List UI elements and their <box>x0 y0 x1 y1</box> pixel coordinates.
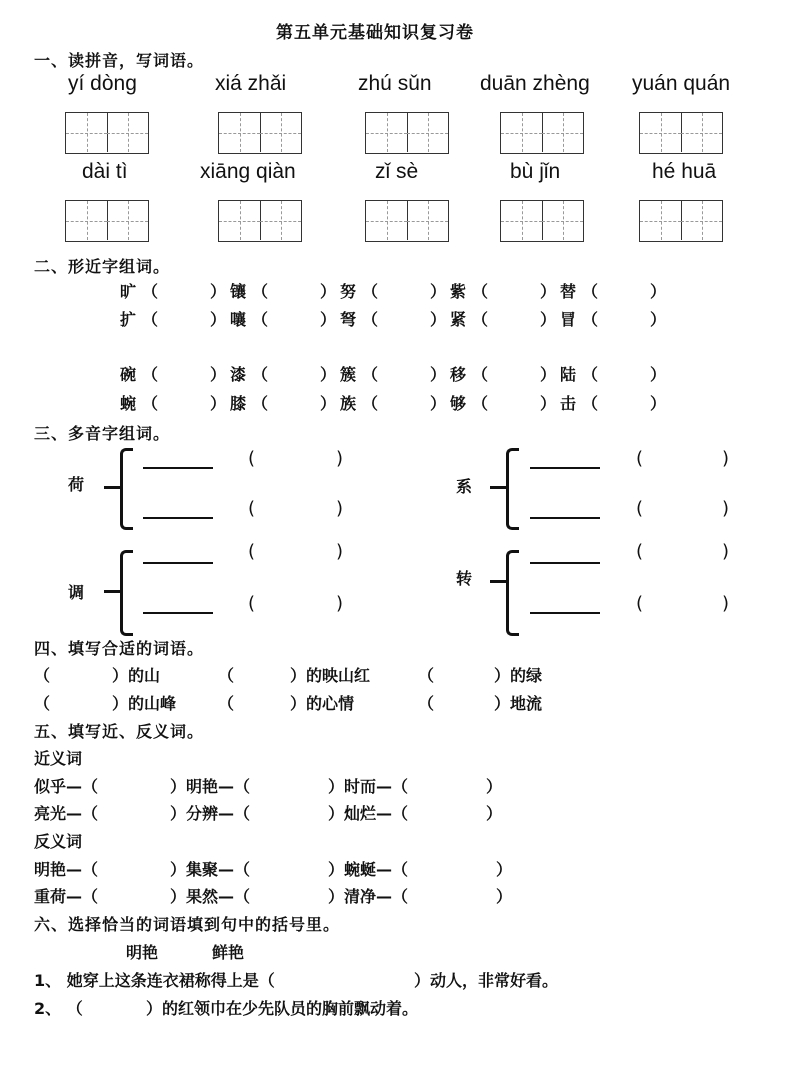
similar-char: 蜿 <box>120 394 137 413</box>
similar-char: 紫 <box>450 282 467 301</box>
similar-char: 碗 <box>120 365 137 384</box>
section-6-heading: 六、选择恰当的词语填到句中的括号里。 <box>34 915 341 934</box>
paren-open: （ <box>252 282 269 301</box>
similar-char: 替 <box>560 282 577 301</box>
paren-open: ( <box>636 593 644 614</box>
similar-char: 移 <box>450 365 467 384</box>
paren-open: （ <box>472 282 489 301</box>
paren-open: ( <box>636 498 644 519</box>
brace <box>120 448 133 530</box>
section-1-heading: 一、读拼音，写词语。 <box>34 51 205 70</box>
paren-close: ） <box>320 282 337 301</box>
paren-open: ( <box>248 593 256 614</box>
fill-text: ）的绿 <box>494 666 543 685</box>
paren-close: ） <box>650 310 667 329</box>
paren-open: （ <box>362 365 379 384</box>
paren-open: ( <box>248 541 256 562</box>
word-pair: ）果然—（ <box>170 887 251 906</box>
pinyin-3: zhú sǔn <box>358 72 432 95</box>
paren-open: （ <box>362 310 379 329</box>
paren-open: （ <box>582 394 599 413</box>
word-pair: ） <box>496 887 513 906</box>
answer-line[interactable] <box>530 517 600 519</box>
pinyin-1: yí dòng <box>68 72 137 95</box>
similar-char: 冒 <box>560 310 577 329</box>
fill-paren: （ <box>418 694 435 713</box>
answer-line[interactable] <box>143 467 213 469</box>
paren-close: ) <box>336 448 344 469</box>
paren-open: ( <box>636 448 644 469</box>
paren-close: ) <box>336 593 344 614</box>
paren-close: ） <box>320 365 337 384</box>
similar-char: 镶 <box>230 282 247 301</box>
paren-close: ) <box>722 448 730 469</box>
polyphone-char-4: 转 <box>456 569 473 588</box>
pinyin-8: zǐ sè <box>375 160 419 183</box>
paren-open: ( <box>248 448 256 469</box>
paren-open: （ <box>252 394 269 413</box>
similar-char: 击 <box>560 394 577 413</box>
paren-close: ） <box>430 310 447 329</box>
paren-open: ( <box>636 541 644 562</box>
word-pair: ） <box>486 804 503 823</box>
word-pair: 明艳—（ <box>34 860 99 879</box>
pinyin-2: xiá zhǎi <box>215 72 287 95</box>
word-pair: ）明艳—（ <box>170 777 251 796</box>
similar-char: 族 <box>340 394 357 413</box>
paren-open: （ <box>252 310 269 329</box>
similar-char: 旷 <box>120 282 137 301</box>
synonym-label: 近义词 <box>34 749 83 768</box>
writing-box-8[interactable] <box>365 200 449 242</box>
paren-close: ) <box>336 541 344 562</box>
answer-line[interactable] <box>143 612 213 614</box>
fill-paren: （ <box>418 666 435 685</box>
word-choice-2: 鲜艳 <box>212 943 245 962</box>
paren-close: ） <box>540 310 557 329</box>
paren-close: ） <box>430 282 447 301</box>
paren-close: ) <box>722 498 730 519</box>
paren-open: （ <box>362 394 379 413</box>
writing-box-7[interactable] <box>218 200 302 242</box>
answer-line[interactable] <box>530 562 600 564</box>
word-pair: ） <box>486 777 503 796</box>
fill-paren: （ <box>34 666 51 685</box>
fill-text: ）的山 <box>112 666 161 685</box>
paren-close: ） <box>650 282 667 301</box>
paren-open: （ <box>472 310 489 329</box>
paren-open: （ <box>142 282 159 301</box>
sentence-1-end: ）动人，非常好看。 <box>414 971 559 990</box>
fill-text: ）的山峰 <box>112 694 177 713</box>
paren-open: ( <box>248 498 256 519</box>
similar-char: 弩 <box>340 310 357 329</box>
brace <box>120 550 133 636</box>
sentence-2-start: 2、 （ <box>34 999 83 1018</box>
paren-close: ） <box>210 394 227 413</box>
paren-open: （ <box>142 365 159 384</box>
paren-close: ） <box>210 310 227 329</box>
antonym-label: 反义词 <box>34 832 83 851</box>
paren-close: ） <box>650 365 667 384</box>
pinyin-10: hé huā <box>652 160 717 183</box>
paren-close: ） <box>540 394 557 413</box>
word-pair: ） <box>496 860 513 879</box>
section-5-heading: 五、填写近、反义词。 <box>34 722 205 741</box>
writing-box-1[interactable] <box>65 112 149 154</box>
section-2-heading: 二、形近字组词。 <box>34 257 171 276</box>
writing-box-4[interactable] <box>500 112 584 154</box>
answer-line[interactable] <box>143 562 213 564</box>
section-4-heading: 四、填写合适的词语。 <box>34 639 205 658</box>
word-pair: ）蜿蜒—（ <box>328 860 409 879</box>
paren-open: （ <box>362 282 379 301</box>
sentence-2-end: ）的红领巾在少先队员的胸前飘动着。 <box>146 999 419 1018</box>
answer-line[interactable] <box>530 612 600 614</box>
writing-box-9[interactable] <box>500 200 584 242</box>
paren-close: ) <box>722 593 730 614</box>
fill-paren: （ <box>34 694 51 713</box>
paren-open: （ <box>472 394 489 413</box>
word-pair: ）集聚—（ <box>170 860 251 879</box>
paren-close: ) <box>722 541 730 562</box>
paren-close: ） <box>320 310 337 329</box>
similar-char: 紧 <box>450 310 467 329</box>
fill-paren: （ <box>218 694 235 713</box>
paren-open: （ <box>582 365 599 384</box>
similar-char: 嚷 <box>230 310 247 329</box>
paren-open: （ <box>472 365 489 384</box>
writing-box-3[interactable] <box>365 112 449 154</box>
paren-open: （ <box>142 394 159 413</box>
fill-text: ）的映山红 <box>290 666 371 685</box>
answer-line[interactable] <box>143 517 213 519</box>
similar-char: 陆 <box>560 365 577 384</box>
paren-close: ） <box>430 365 447 384</box>
paren-close: ） <box>540 282 557 301</box>
paren-close: ) <box>336 498 344 519</box>
polyphone-char-2: 系 <box>456 477 473 496</box>
paren-close: ） <box>210 365 227 384</box>
paren-close: ） <box>430 394 447 413</box>
pinyin-6: dài tì <box>82 160 128 183</box>
similar-char: 扩 <box>120 310 137 329</box>
word-pair: ）时而—（ <box>328 777 409 796</box>
pinyin-5: yuán quán <box>632 72 731 95</box>
word-choice-1: 明艳 <box>126 943 159 962</box>
similar-char: 够 <box>450 394 467 413</box>
writing-box-5[interactable] <box>639 112 723 154</box>
paren-close: ） <box>650 394 667 413</box>
polyphone-char-1: 荷 <box>68 475 85 494</box>
brace <box>506 550 519 636</box>
similar-char: 簇 <box>340 365 357 384</box>
paren-open: （ <box>252 365 269 384</box>
similar-char: 努 <box>340 282 357 301</box>
section-3-heading: 三、多音字组词。 <box>34 424 171 443</box>
sentence-1-start: 1、 她穿上这条连衣裙称得上是（ <box>34 971 275 990</box>
paren-close: ） <box>210 282 227 301</box>
brace <box>506 448 519 530</box>
word-pair: 亮光—（ <box>34 804 99 823</box>
writing-box-6[interactable] <box>65 200 149 242</box>
pinyin-7: xiāng qiàn <box>200 160 296 183</box>
word-pair: ）清净—（ <box>328 887 409 906</box>
paren-open: （ <box>142 310 159 329</box>
page-title: 第五单元基础知识复习卷 <box>276 23 474 43</box>
paren-close: ） <box>540 365 557 384</box>
paren-close: ） <box>320 394 337 413</box>
word-pair: 似乎—（ <box>34 777 99 796</box>
paren-open: （ <box>582 310 599 329</box>
similar-char: 漆 <box>230 365 247 384</box>
polyphone-char-3: 调 <box>68 583 85 602</box>
writing-box-10[interactable] <box>639 200 723 242</box>
word-pair: ）分辨—（ <box>170 804 251 823</box>
pinyin-9: bù jǐn <box>510 160 561 183</box>
word-pair: ）灿烂—（ <box>328 804 409 823</box>
fill-text: ）地流 <box>494 694 543 713</box>
fill-text: ）的心情 <box>290 694 355 713</box>
similar-char: 膝 <box>230 394 247 413</box>
answer-line[interactable] <box>530 467 600 469</box>
writing-box-2[interactable] <box>218 112 302 154</box>
word-pair: 重荷—（ <box>34 887 99 906</box>
paren-open: （ <box>582 282 599 301</box>
pinyin-4: duān zhèng <box>480 72 590 95</box>
fill-paren: （ <box>218 666 235 685</box>
